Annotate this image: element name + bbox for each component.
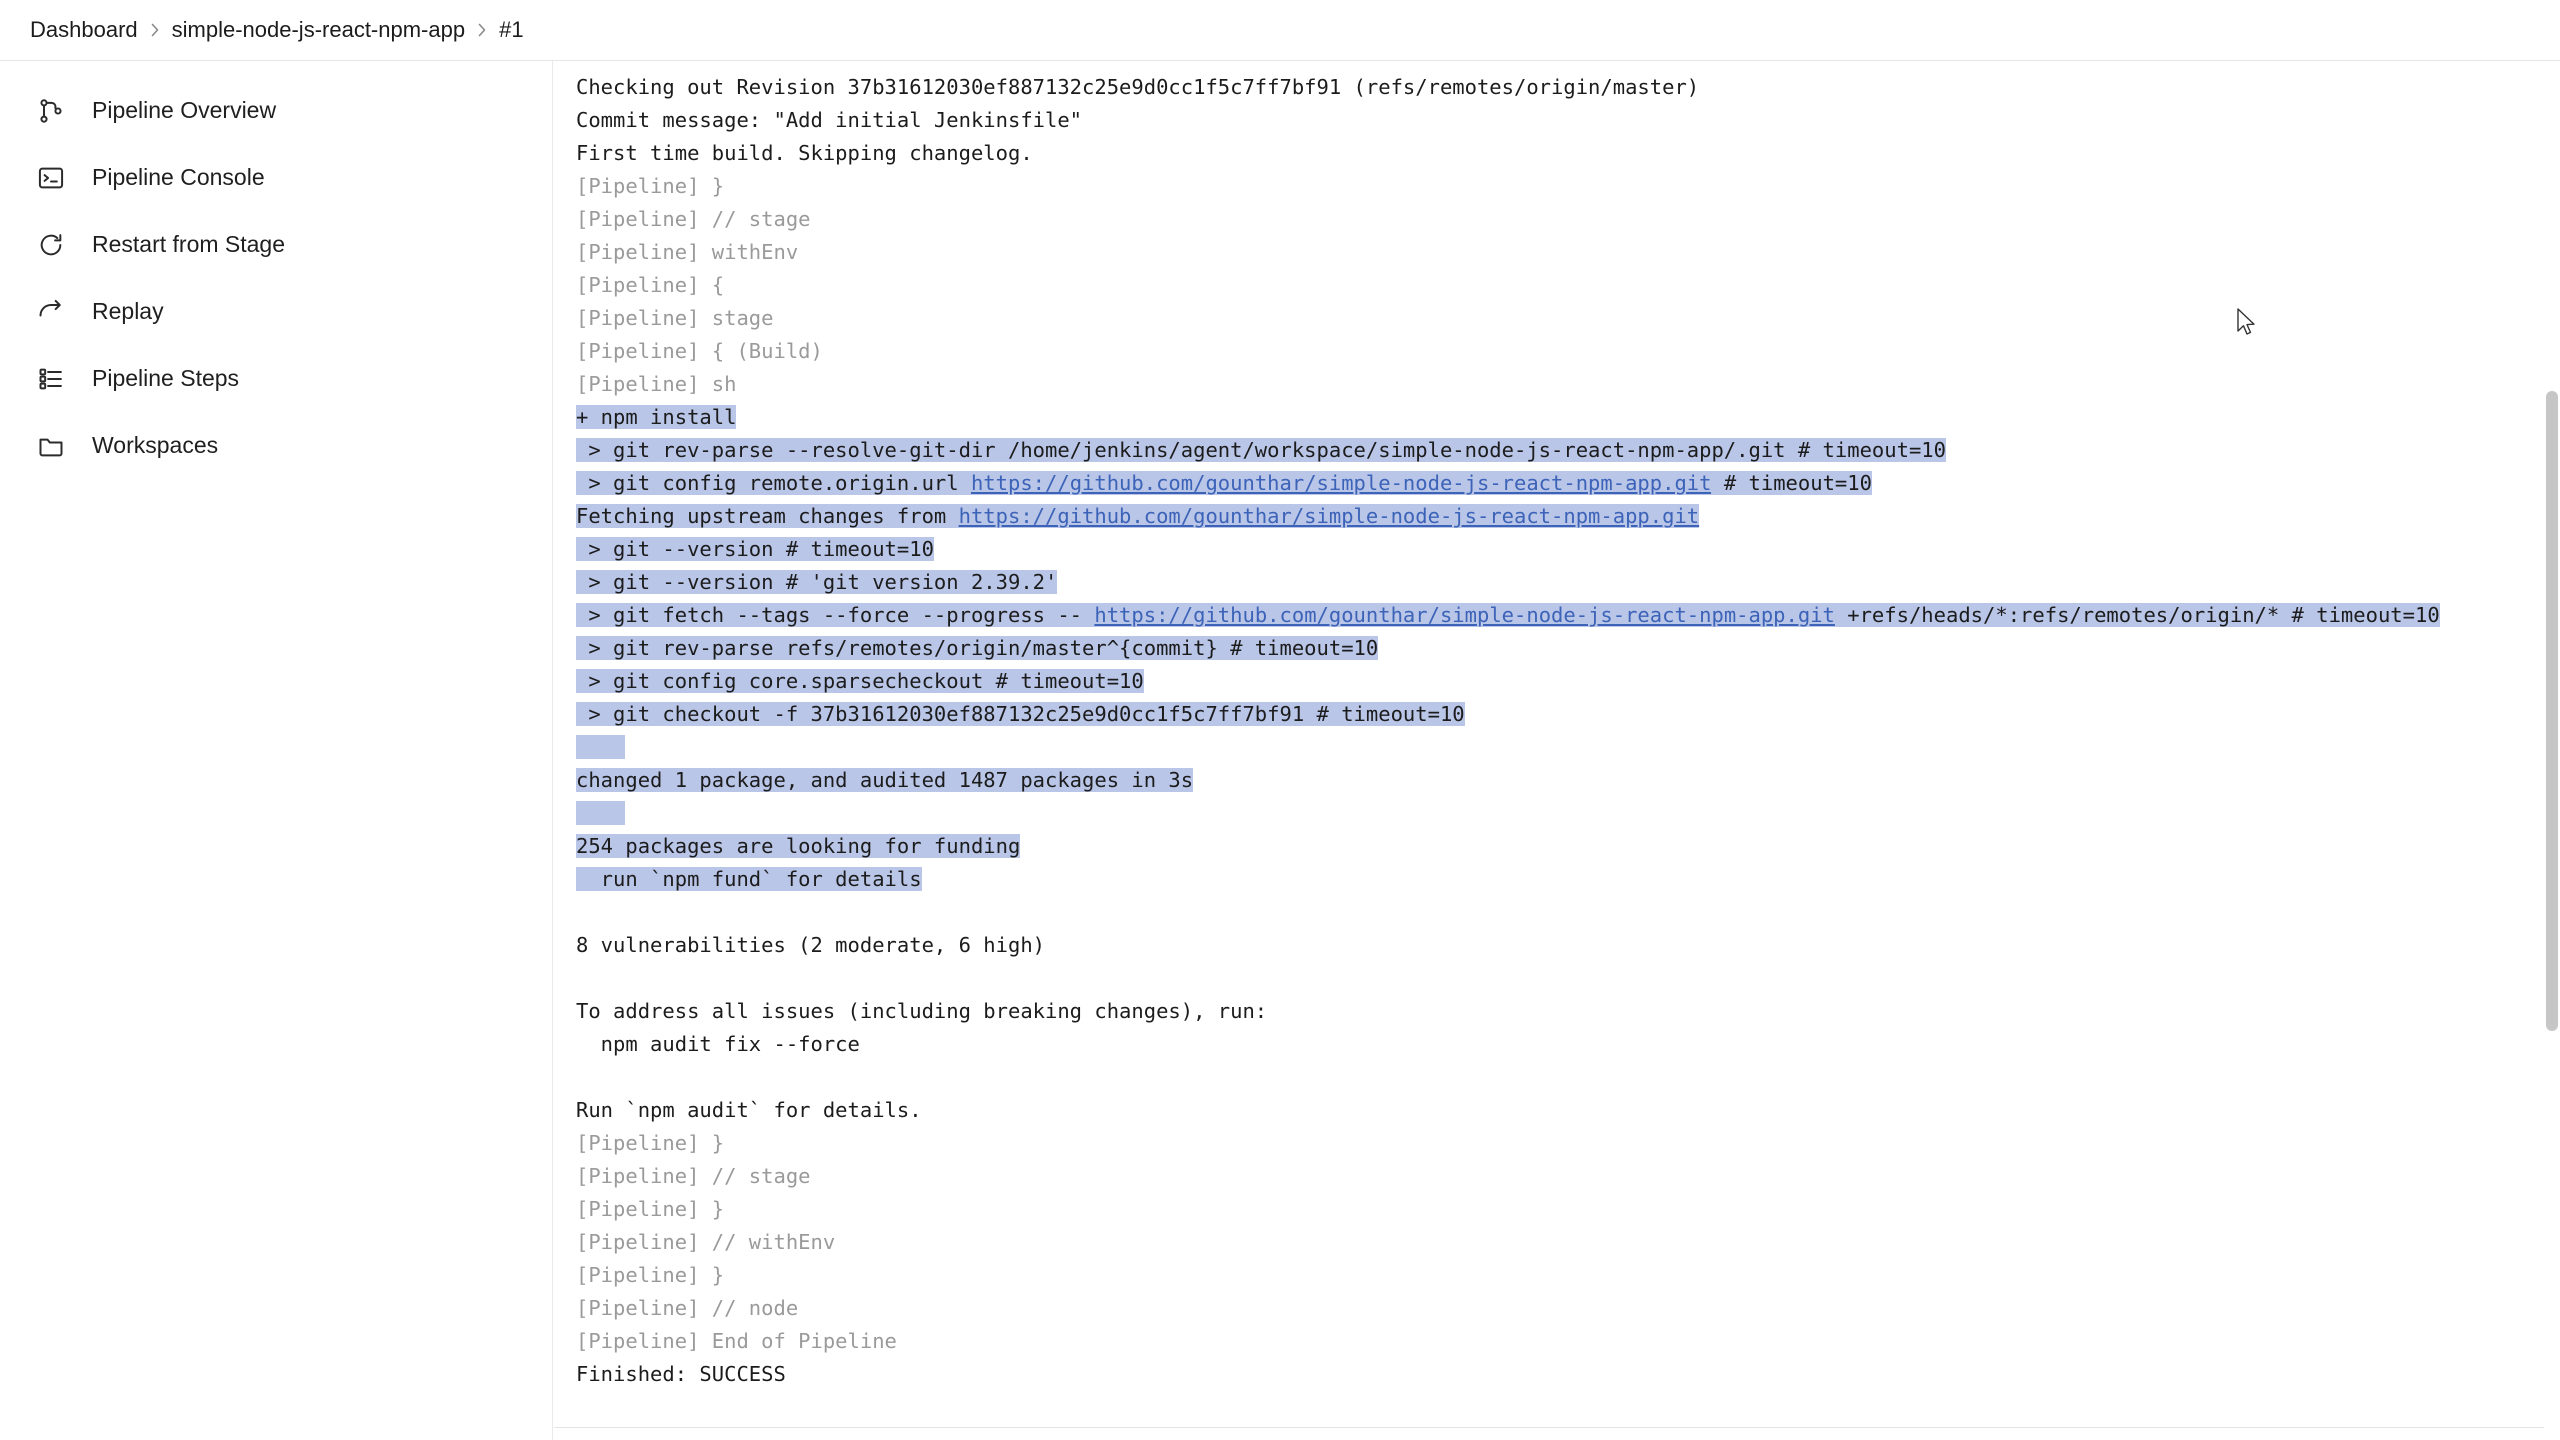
console-line-text: Finished: SUCCESS bbox=[576, 1362, 786, 1386]
console-line-text: [Pipeline] // node bbox=[576, 1296, 799, 1320]
console-line-text: [Pipeline] } bbox=[576, 1197, 725, 1221]
sidebar-item-label: Workspaces bbox=[92, 432, 219, 458]
console-line bbox=[576, 962, 2544, 995]
sidebar-item-replay[interactable] bbox=[0, 278, 552, 345]
terminal-icon bbox=[34, 161, 68, 195]
page-scrollbar-thumb[interactable] bbox=[2546, 391, 2558, 1031]
console-line-text: [Pipeline] // stage bbox=[576, 1164, 811, 1188]
console-line bbox=[576, 1259, 2544, 1292]
console-line bbox=[576, 368, 2544, 401]
console-line-text: > git rev-parse --resolve-git-dir /home/jenkins/agent/workspace/simple-node-js-react-npm-app/.git # timeout=10 bbox=[576, 438, 1946, 462]
console-line-text: [Pipeline] } bbox=[576, 174, 725, 198]
console-line bbox=[576, 731, 2544, 764]
console-line-text: > git config core.sparsecheckout # timeout=10 bbox=[576, 669, 1144, 693]
console-line-text: [Pipeline] // stage bbox=[576, 207, 811, 231]
console-url-link[interactable]: https://github.com/gounthar/simple-node-js-react-npm-app.git bbox=[1094, 603, 1835, 627]
console-line bbox=[576, 1094, 2544, 1127]
sidebar-item-label: Pipeline Console bbox=[92, 164, 265, 190]
console-url-link[interactable]: https://github.com/gounthar/simple-node-js-react-npm-app.git bbox=[958, 504, 1700, 528]
breadcrumb-dashboard[interactable]: Dashboard bbox=[30, 17, 138, 42]
sidebar-item-pipeline-steps[interactable] bbox=[0, 345, 552, 412]
steps-icon bbox=[34, 362, 68, 396]
console-line-text: [Pipeline] } bbox=[576, 1263, 725, 1287]
console-line bbox=[576, 104, 2544, 137]
console-line-text: > git config remote.origin.url bbox=[576, 471, 971, 495]
console-line bbox=[576, 1292, 2544, 1325]
console-line-text: Checking out Revision 37b31612030ef887132c25e9d0cc1f5c7ff7bf91 (refs/remotes/origin/master) bbox=[576, 75, 1700, 99]
console-line bbox=[576, 1325, 2544, 1358]
console-line bbox=[576, 533, 2544, 566]
folder-icon bbox=[34, 429, 68, 463]
console-line bbox=[576, 830, 2544, 863]
console-line-text: [Pipeline] // withEnv bbox=[576, 1230, 836, 1254]
console-line bbox=[576, 434, 2544, 467]
console-line bbox=[576, 566, 2544, 599]
console-line-text: # timeout=10 bbox=[1711, 471, 1872, 495]
console-line-text: 254 packages are looking for funding bbox=[576, 834, 1021, 858]
console-line-text: [Pipeline] } bbox=[576, 1131, 725, 1155]
breadcrumb-separator-icon-2 bbox=[465, 23, 499, 37]
sidebar-item-pipeline-console[interactable] bbox=[0, 144, 552, 211]
pipeline-icon bbox=[34, 94, 68, 128]
console-line bbox=[576, 269, 2544, 302]
sidebar-item-label: Pipeline Steps bbox=[92, 365, 240, 391]
console-line-text bbox=[576, 801, 625, 825]
console-line-text: [Pipeline] withEnv bbox=[576, 240, 799, 264]
console-line bbox=[576, 599, 2544, 632]
console-line bbox=[576, 203, 2544, 236]
console-line bbox=[576, 401, 2544, 434]
console-line-text: + npm install bbox=[576, 405, 737, 429]
console-line bbox=[576, 467, 2544, 500]
console-line bbox=[576, 1358, 2544, 1391]
console-line bbox=[576, 1160, 2544, 1193]
breadcrumb-build[interactable]: #1 bbox=[499, 17, 524, 42]
sidebar-item-workspaces[interactable] bbox=[0, 412, 552, 479]
console-line-text: [Pipeline] sh bbox=[576, 372, 737, 396]
console-bottom-divider bbox=[554, 1427, 2544, 1428]
console-line bbox=[576, 929, 2544, 962]
console-line-text bbox=[576, 735, 625, 759]
replay-icon bbox=[34, 295, 68, 329]
console-line-text: First time build. Skipping changelog. bbox=[576, 141, 1033, 165]
sidebar bbox=[0, 61, 553, 1440]
console-output-panel[interactable] bbox=[554, 61, 2560, 1440]
console-line-text: Fetching upstream changes from bbox=[576, 504, 959, 528]
console-line bbox=[576, 665, 2544, 698]
console-line bbox=[576, 71, 2544, 104]
sidebar-item-restart-from-stage[interactable] bbox=[0, 211, 552, 278]
console-line-text: > git fetch --tags --force --progress -- bbox=[576, 603, 1095, 627]
console-line bbox=[576, 302, 2544, 335]
console-line-text: npm audit fix --force bbox=[576, 1032, 860, 1056]
console-line-text: +refs/heads/*:refs/remotes/origin/* # timeout=10 bbox=[1834, 603, 2440, 627]
console-line-text: Run `npm audit` for details. bbox=[576, 1098, 922, 1122]
console-line bbox=[576, 995, 2544, 1028]
console-line bbox=[576, 1127, 2544, 1160]
console-line bbox=[576, 236, 2544, 269]
console-line bbox=[576, 896, 2544, 929]
console-line bbox=[576, 1061, 2544, 1094]
sidebar-item-label: Replay bbox=[92, 298, 164, 324]
console-line bbox=[576, 1028, 2544, 1061]
console-line bbox=[576, 1193, 2544, 1226]
sidebar-item-label: Restart from Stage bbox=[92, 231, 286, 257]
breadcrumb-separator-icon bbox=[138, 23, 172, 37]
console-line bbox=[576, 632, 2544, 665]
console-line-text: [Pipeline] stage bbox=[576, 306, 774, 330]
console-line bbox=[576, 698, 2544, 731]
console-line bbox=[576, 797, 2544, 830]
console-line bbox=[576, 335, 2544, 368]
console-line-text: > git rev-parse refs/remotes/origin/master^{commit} # timeout=10 bbox=[576, 636, 1379, 660]
console-line-text: > git checkout -f 37b31612030ef887132c25e9d0cc1f5c7ff7bf91 # timeout=10 bbox=[576, 702, 1465, 726]
console-line-text: run `npm fund` for details bbox=[576, 867, 922, 891]
console-line-text: > git --version # 'git version 2.39.2' bbox=[576, 570, 1058, 594]
console-line-text: To address all issues (including breaking changes), run: bbox=[576, 999, 1268, 1023]
console-line-text: [Pipeline] { (Build) bbox=[576, 339, 823, 363]
console-line-text: [Pipeline] End of Pipeline bbox=[576, 1329, 897, 1353]
console-line bbox=[576, 863, 2544, 896]
console-line-text: Commit message: "Add initial Jenkinsfile" bbox=[576, 108, 1083, 132]
console-line bbox=[576, 137, 2544, 170]
console-line-text: changed 1 package, and audited 1487 packages in 3s bbox=[576, 768, 1194, 792]
sidebar-item-label: Pipeline Overview bbox=[92, 97, 277, 123]
restart-icon bbox=[34, 228, 68, 262]
breadcrumb-job[interactable]: simple-node-js-react-npm-app bbox=[171, 17, 466, 42]
console-line-text: > git --version # timeout=10 bbox=[576, 537, 934, 561]
console-line bbox=[576, 170, 2544, 203]
console-line bbox=[576, 500, 2544, 533]
console-line bbox=[576, 1226, 2544, 1259]
breadcrumb bbox=[0, 0, 2560, 61]
page-scrollbar[interactable] bbox=[2544, 61, 2560, 1440]
console-log-text bbox=[554, 61, 2544, 1391]
console-line bbox=[576, 764, 2544, 797]
sidebar-item-pipeline-overview[interactable] bbox=[0, 77, 552, 144]
console-url-link[interactable]: https://github.com/gounthar/simple-node-js-react-npm-app.git bbox=[970, 471, 1712, 495]
console-line-text: 8 vulnerabilities (2 moderate, 6 high) bbox=[576, 933, 1045, 957]
console-line-text: [Pipeline] { bbox=[576, 273, 725, 297]
